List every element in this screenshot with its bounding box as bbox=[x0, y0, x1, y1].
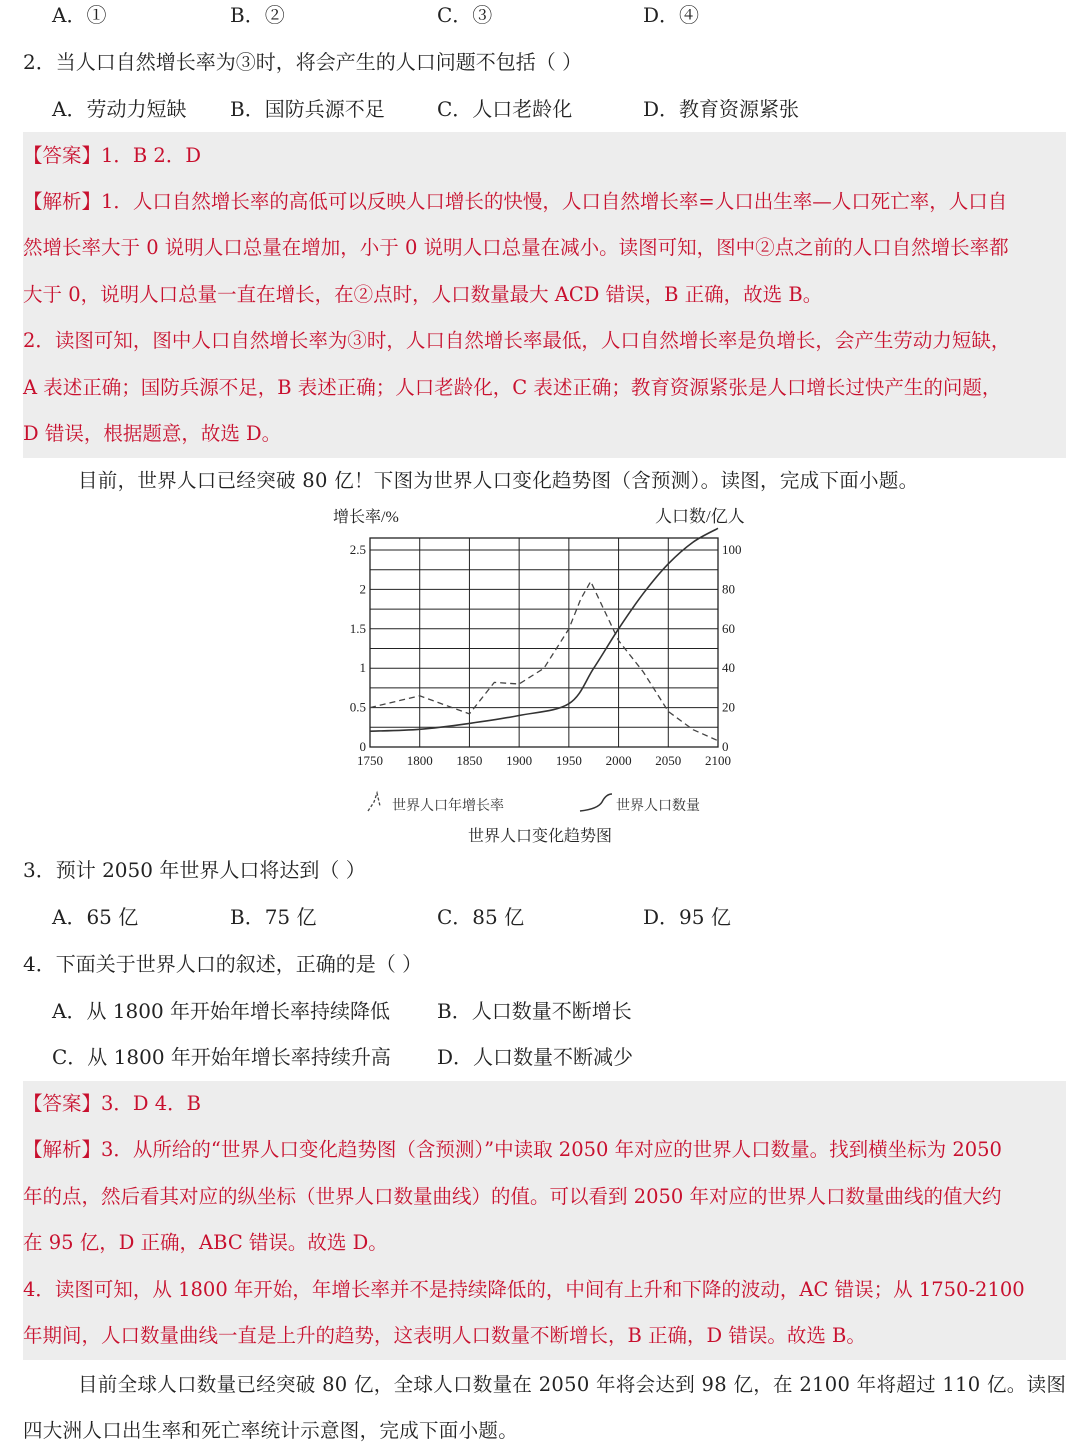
legend-growth-rate: 世界人口年增长率 bbox=[392, 799, 504, 814]
q3-option-d: D．95 亿 bbox=[643, 905, 731, 929]
population-trend-chart bbox=[330, 500, 750, 825]
answer-1: 【答案】1．B 2．D bbox=[23, 144, 201, 167]
y-left-tick-label: 2 bbox=[359, 581, 366, 597]
y-right-tick-label: 20 bbox=[722, 699, 735, 715]
q1-option-c: C．③ bbox=[437, 3, 493, 27]
q4-option-c: C．从 1800 年开始年增长率持续升高 bbox=[52, 1045, 391, 1069]
x-tick-label: 2000 bbox=[605, 753, 632, 768]
analysis-2-line-3: 在 95 亿，D 正确，ABC 错误。故选 D。 bbox=[23, 1231, 388, 1254]
y-right-tick-label: 40 bbox=[722, 660, 735, 676]
q3-stem: 3．预计 2050 年世界人口将达到（ ） bbox=[23, 858, 366, 882]
y-left-tick-label: 2.5 bbox=[349, 542, 366, 557]
q2-option-d: D．教育资源紧张 bbox=[643, 97, 800, 121]
answer-box-2 bbox=[23, 1081, 1066, 1360]
y-right-axis-ticks bbox=[722, 542, 742, 754]
q4-option-d: D．人口数量不断减少 bbox=[437, 1045, 634, 1069]
q2-option-a: A．劳动力短缺 bbox=[52, 97, 187, 121]
x-tick-label: 1900 bbox=[506, 753, 533, 768]
analysis-2-line-5: 年期间，人口数量曲线一直是上升的趋势，这表明人口数量不断增长，B 正确，D 错误。故选 B。 bbox=[23, 1324, 866, 1347]
chart-caption: 世界人口变化趋势图 bbox=[467, 826, 612, 845]
legend-dashed-symbol bbox=[368, 793, 380, 811]
legend-population: 世界人口数量 bbox=[616, 799, 700, 814]
q1-option-d: D．④ bbox=[643, 3, 700, 27]
y-left-axis-label: 增长率/% bbox=[333, 509, 399, 526]
y-right-axis-label: 人口数/亿人 bbox=[655, 507, 745, 526]
y-right-tick-label: 0 bbox=[722, 739, 729, 754]
q2-option-c: C．人口老龄化 bbox=[437, 97, 573, 121]
y-left-tick-label: 0.5 bbox=[349, 699, 366, 715]
answer-2: 【答案】3．D 4．B bbox=[23, 1092, 201, 1115]
x-tick-label: 1800 bbox=[406, 753, 433, 768]
analysis-2-line-1: 【解析】3．从所给的“世界人口变化趋势图（含预测）”中读取 2050 年对应的世界人口数量。找到横坐标为 2050 bbox=[23, 1138, 1002, 1161]
q1-option-b: B．② bbox=[230, 3, 285, 27]
intro-1: 目前，世界人口已经突破 80 亿！下图为世界人口变化趋势图（含预测）。读图，完成下面小题。 bbox=[78, 469, 919, 492]
analysis-1-line-4: 2．读图可知，图中人口自然增长率为③时，人口自然增长率最低，人口自然增长率是负增长，会产生劳动力短缺， bbox=[23, 329, 1011, 352]
q1-option-a: A．① bbox=[52, 3, 107, 27]
chart-grid bbox=[370, 538, 718, 747]
x-tick-label: 1750 bbox=[357, 753, 383, 768]
analysis-1-line-5: A 表述正确；国防兵源不足，B 表述正确；人口老龄化，C 表述正确；教育资源紧张是人口增长过快产生的问题， bbox=[23, 376, 1002, 399]
y-right-tick-label: 80 bbox=[722, 581, 735, 597]
y-left-tick-label: 1 bbox=[359, 660, 366, 676]
q3-option-a: A．65 亿 bbox=[52, 905, 139, 929]
q4-option-b: B．人口数量不断增长 bbox=[437, 999, 632, 1023]
analysis-1-line-6: D 错误，根据题意，故选 D。 bbox=[23, 422, 282, 445]
legend-solid-symbol bbox=[580, 794, 612, 811]
x-axis-ticks bbox=[357, 753, 731, 768]
y-left-axis-ticks bbox=[350, 542, 366, 754]
x-tick-label: 2100 bbox=[705, 753, 731, 768]
answer-box-1 bbox=[23, 132, 1066, 458]
q3-option-c: C．85 亿 bbox=[437, 905, 525, 929]
x-tick-label: 2050 bbox=[655, 753, 682, 768]
x-tick-label: 1950 bbox=[555, 753, 582, 768]
q3-option-b: B．75 亿 bbox=[230, 905, 317, 929]
analysis-2-line-2: 年的点，然后看其对应的纵坐标（世界人口数量曲线）的值。可以看到 2050 年对应的世界人口数量曲线的值大约 bbox=[23, 1185, 1002, 1208]
growth-rate-series-line bbox=[370, 582, 718, 741]
y-left-tick-label: 0 bbox=[359, 739, 366, 754]
y-left-tick-label: 1.5 bbox=[349, 620, 366, 636]
analysis-2-line-4: 4．读图可知，从 1800 年开始，年增长率并不是持续降低的，中间有上升和下降的波动，AC 错误；从 1750-2100 bbox=[23, 1278, 1025, 1301]
population-series-line bbox=[370, 528, 718, 731]
q4-stem: 4．下面关于世界人口的叙述，正确的是（ ） bbox=[23, 952, 423, 976]
q2-stem: 2．当人口自然增长率为③时，将会产生的人口问题不包括（ ） bbox=[23, 50, 583, 74]
q4-option-a: A．从 1800 年开始年增长率持续降低 bbox=[52, 999, 391, 1023]
analysis-1-line-1: 【解析】1．人口自然增长率的高低可以反映人口增长的快慢，人口自然增长率=人口出生率—人口死亡率，人口自 bbox=[23, 190, 1008, 213]
analysis-1-line-2: 然增长率大于 0 说明人口总量在增加，小于 0 说明人口总量在减小。读图可知，图中②点之前的人口自然增长率都 bbox=[23, 236, 1009, 259]
y-right-tick-label: 100 bbox=[722, 542, 742, 557]
intro-2-line-2: 四大洲人口出生率和死亡率统计示意图，完成下面小题。 bbox=[23, 1419, 519, 1442]
y-right-tick-label: 60 bbox=[722, 620, 735, 636]
intro-2-line-1: 目前全球人口数量已经突破 80 亿，全球人口数量在 2050 年将会达到 98 亿，在 2100 年将超过 110 亿。读图 bbox=[78, 1373, 1067, 1396]
q2-option-b: B．国防兵源不足 bbox=[230, 97, 385, 121]
analysis-1-line-3: 大于 0，说明人口总量一直在增长，在②点时，人口数量最大 ACD 错误，B 正确，故选 B。 bbox=[23, 283, 823, 306]
x-tick-label: 1850 bbox=[456, 753, 483, 768]
